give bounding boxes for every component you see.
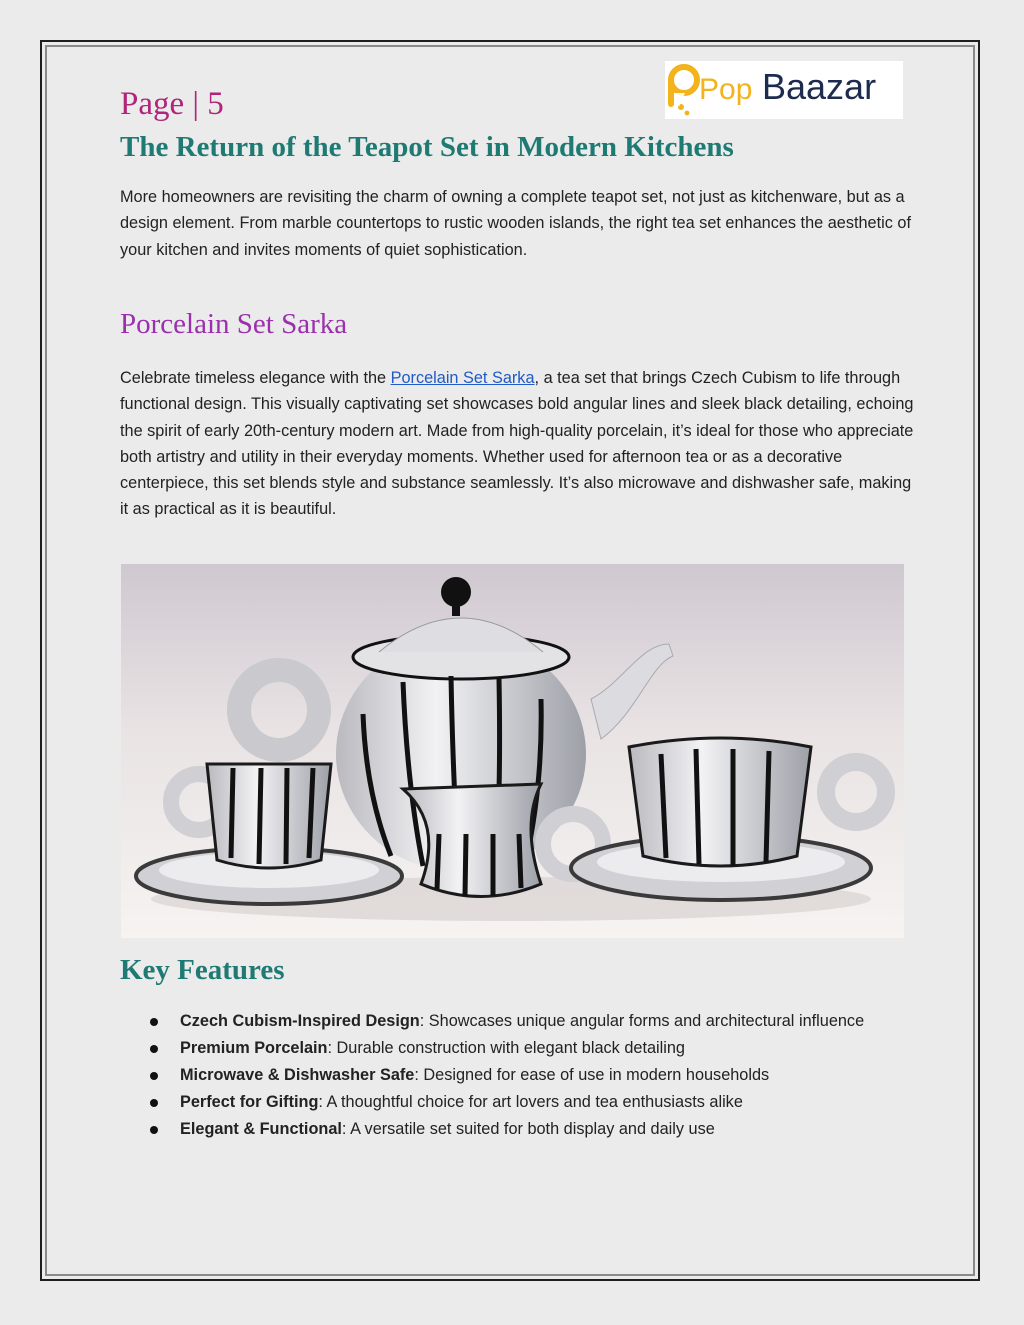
- popbaazar-logo: [665, 61, 903, 119]
- feature-item: [150, 1116, 890, 1143]
- page-number: Page | 5: [120, 86, 224, 122]
- product-heading: Porcelain Set Sarka: [120, 308, 348, 340]
- feature-name: Elegant & Functional: [180, 1120, 342, 1138]
- feature-item: [150, 1035, 890, 1062]
- bullet-icon: [150, 1045, 158, 1053]
- feature-name: Perfect for Gifting: [180, 1093, 319, 1111]
- feature-item: [150, 1008, 890, 1035]
- key-features-heading: Key Features: [120, 954, 285, 986]
- feature-text: : Designed for ease of use in modern households: [414, 1066, 770, 1084]
- description-lead: Celebrate timeless elegance with the: [120, 369, 391, 387]
- feature-text: : Durable construction with elegant black detailing: [327, 1039, 685, 1057]
- key-features-list: [150, 1008, 890, 1143]
- feature-item: [150, 1089, 890, 1116]
- product-description: [120, 365, 920, 523]
- feature-text: : A thoughtful choice for art lovers and tea enthusiasts alike: [318, 1093, 743, 1111]
- bullet-icon: [150, 1018, 158, 1026]
- bullet-icon: [150, 1099, 158, 1107]
- feature-name: Microwave & Dishwasher Safe: [180, 1066, 415, 1084]
- feature-item: [150, 1062, 890, 1089]
- feature-text: : A versatile set suited for both display and daily use: [341, 1120, 715, 1138]
- porcelain-set-sarka-link[interactable]: Porcelain Set Sarka: [390, 369, 535, 387]
- page-title: The Return of the Teapot Set in Modern Kitchens: [120, 131, 734, 163]
- feature-name: Czech Cubism-Inspired Design: [180, 1012, 420, 1030]
- feature-name: Premium Porcelain: [180, 1039, 328, 1057]
- bullet-icon: [150, 1126, 158, 1134]
- intro-paragraph: More homeowners are revisiting the charm of owning a complete teapot set, not just as kitchenware, but as a design element. From marble countertops to rustic wooden islands, the right tea set enhances the aesthetic of your kitchen and invites moments of quiet sophistication.: [120, 188, 911, 259]
- feature-text: : Showcases unique angular forms and architectural influence: [419, 1012, 865, 1030]
- logo-pop-text: Pop: [699, 73, 753, 106]
- tea-set-photo: [121, 564, 904, 938]
- logo-baazar-text: Baazar: [762, 66, 877, 107]
- logo-p-mark: [668, 67, 697, 115]
- bullet-icon: [150, 1072, 158, 1080]
- description-rest: , a tea set that brings Czech Cubism to life through functional design. This visually captivating set showcases bold angular lines and sleek black detailing, echoing the spirit of early 20th-century modern art. Made from high-quality porcelain, it’s ideal for those who appreciate both artistry and utility in their everyday moments. Whether used for afternoon tea or as a decorative centerpiece, this set blends style and substance seamlessly. It’s also microwave and dishwasher safe, making it as practical as it is beautiful.: [120, 369, 914, 519]
